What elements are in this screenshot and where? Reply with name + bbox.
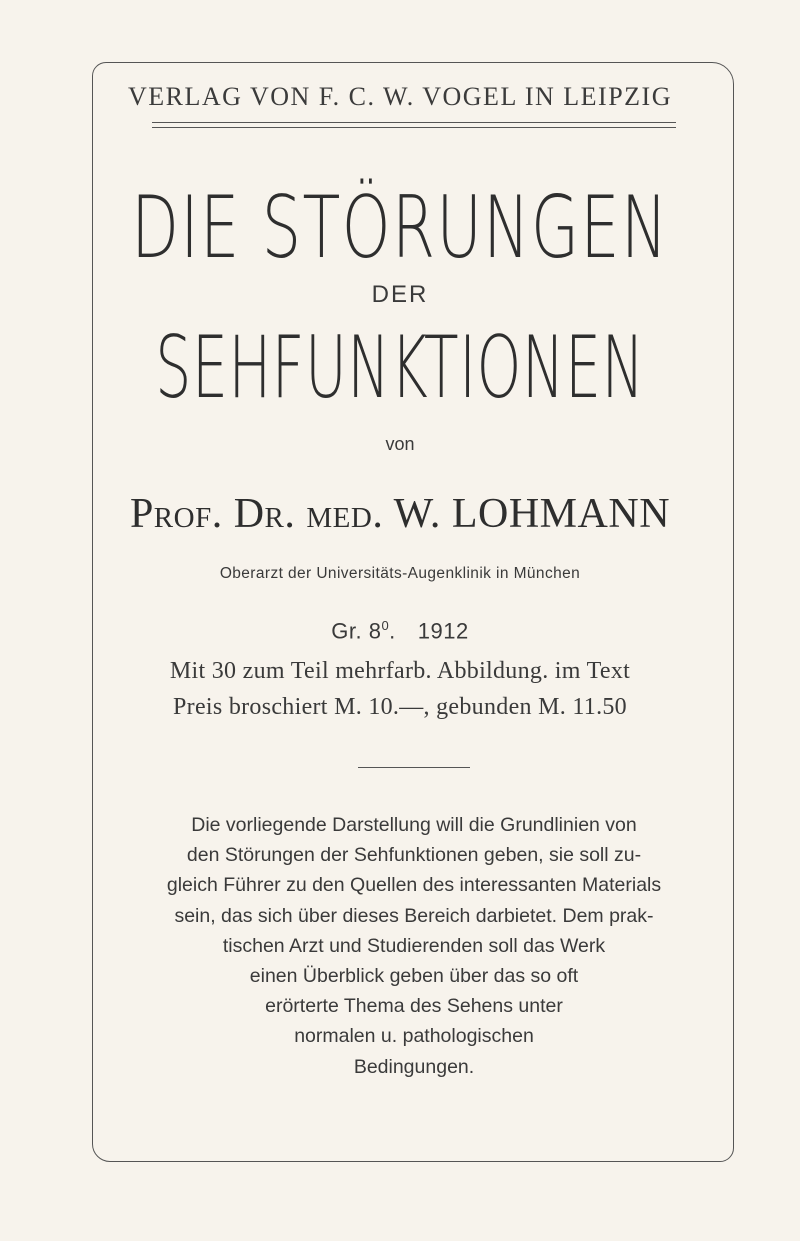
short-rule-divider [358,767,470,768]
description-line: Bedingungen. [353,1055,475,1078]
price-line: Preis broschiert M. 10.—, gebunden M. 11.50 [173,694,627,720]
book-description [130,810,698,1082]
description-line: Die vorliegende Darstellung will die Grundlinien von [191,814,637,836]
author-preposition: von [385,434,415,454]
author-affiliation: Oberarzt der Universitäts-Augenklinik in München [219,565,581,582]
description-line: einen Überblick geben über das so oft [249,965,579,988]
author-name: Prof. Dr. med. W. LOHMANN [129,491,671,537]
description-line: sein, das sich über dieses Bereich darbietet. Dem prak- [174,904,654,927]
format-size-suffix: . [389,618,396,644]
publication-year: 1912 [417,618,469,644]
description-line: den Störungen der Sehfunktionen geben, sie soll zu- [186,844,642,867]
description-line: erörterte Thema des Sehens unter [265,995,563,1018]
format-and-year [0,618,800,644]
description-line: normalen u. pathologischen [294,1025,534,1048]
book-title-line-2: SEHFUNKTIONEN [155,318,645,418]
double-rule-divider [152,122,676,128]
format-size: Gr. 8 [331,618,382,644]
format-size-superscript: 0 [381,618,390,633]
description-line: tischen Arzt und Studierenden soll das Werk [222,934,606,957]
book-title-connector: DER [371,281,429,308]
publisher-line: VERLAG VON F. C. W. VOGEL IN LEIPZIG [128,82,672,111]
description-line: gleich Führer zu den Quellen des interessanten Materials [166,874,662,897]
illustrations-note: Mit 30 zum Teil mehrfarb. Abbildung. im Text [169,658,631,684]
book-title-line-1: DIE STÖRUNGEN [131,178,669,278]
